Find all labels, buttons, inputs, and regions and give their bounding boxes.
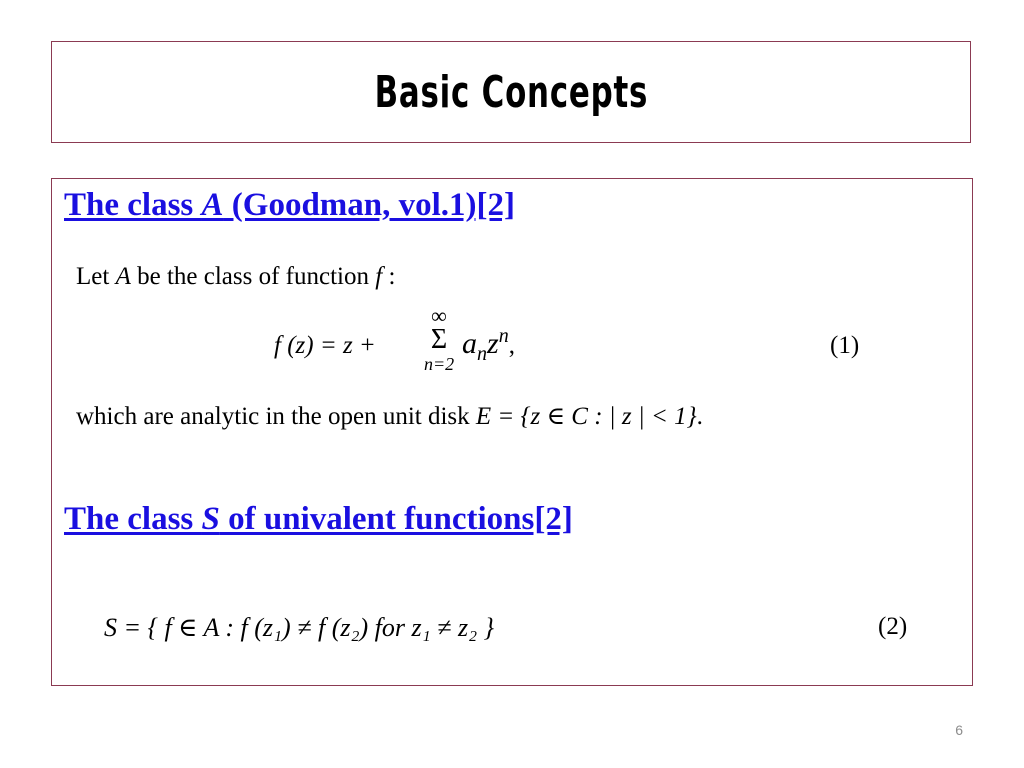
analytic-end: . (696, 403, 703, 430)
summation-sign: Σ (430, 324, 448, 355)
summation-lower: n=2 (424, 354, 455, 374)
unit-disk-set: E = {z ∈ C : | z | < 1} (475, 403, 697, 430)
definition-pre: Let (76, 263, 116, 290)
heading-class-a-var: A (201, 187, 224, 223)
equation-1-term (462, 325, 515, 366)
heading-class-s-var: S (201, 501, 220, 537)
term-exp-n: n (498, 325, 509, 347)
definition-var-a: A (115, 263, 131, 290)
definition-post: : (382, 263, 396, 290)
summation (424, 305, 454, 375)
heading-class-s-prefix: The class (64, 501, 202, 537)
analytic-line (76, 401, 703, 431)
equation-1 (274, 332, 376, 360)
definition-mid: be the class of function (130, 263, 376, 290)
page-number: 6 (955, 722, 963, 738)
summation-upper: ∞ (431, 303, 447, 328)
heading-class-s (64, 501, 573, 538)
term-comma: , (508, 332, 515, 359)
definition-var-f: f (375, 263, 383, 290)
slide-title: Basic Concepts (374, 66, 648, 118)
definition-line (76, 263, 395, 291)
equation-2 (104, 613, 494, 643)
term-a: a (462, 327, 477, 360)
title-box (51, 41, 971, 143)
heading-class-a-suffix: (Goodman, vol.1)[2] (223, 187, 516, 223)
heading-class-a-prefix: The class (64, 187, 202, 223)
analytic-text: which are analytic in the open unit disk (76, 403, 476, 430)
equation-1-number: (1) (830, 332, 860, 359)
heading-class-a (64, 187, 515, 224)
equation-2-body: S = { f ∈ A : f (z₁) ≠ f (z₂) for z₁ ≠ z₂ } (104, 613, 494, 642)
term-z: z (487, 327, 499, 360)
equation-2-number: (2) (878, 613, 908, 640)
term-sub-n: n (477, 343, 487, 365)
content-box (51, 178, 973, 686)
equation-1-lhs: f (z) = z + (274, 332, 376, 359)
heading-class-s-suffix: of univalent functions[2] (219, 501, 573, 537)
